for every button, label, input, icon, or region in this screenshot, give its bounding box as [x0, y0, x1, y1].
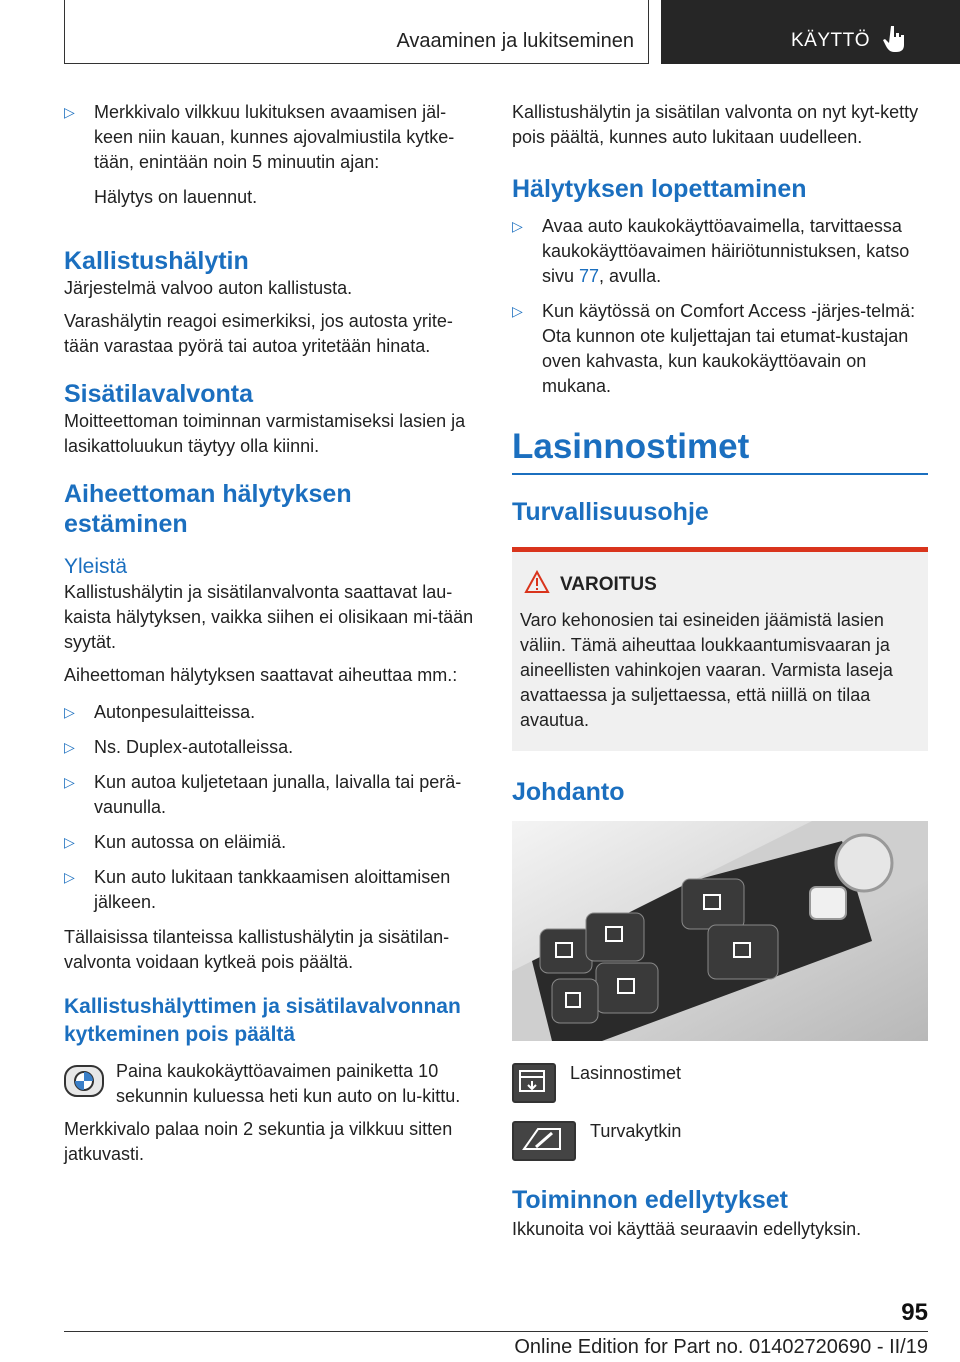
paragraph: Aiheettoman hälytyksen saattavat aiheuttaa mm.:: [64, 665, 458, 685]
window-lifter-icon: [512, 1063, 556, 1103]
header-section: [64, 0, 649, 64]
list-item: ▷ Kun käytössä on Comfort Access -järjes-telmä: Ota kunnon ote kuljettajan tai etumat-kustajan oven kahvasta, kun kaukokäyttöavain on mukana.: [512, 301, 916, 396]
left-column: [64, 100, 476, 1175]
alarm-note: Hälytys on lauennut.: [94, 187, 258, 207]
right-column: [512, 100, 928, 1250]
hand-pointer-icon: [883, 24, 907, 54]
warning-box: [512, 547, 928, 751]
heading-lopettaminen: Hälytyksen lopettaminen: [512, 175, 807, 203]
window-switch-image: [512, 821, 928, 1041]
list-item: ▷ Kun autossa on eläimiä.: [64, 830, 476, 855]
heading-yleista: Yleistä: [64, 555, 128, 578]
heading-kallistushalytin: Kallistushälytin: [64, 247, 249, 275]
paragraph: Tällaisissa tilanteissa kallistushälytin ja sisätilan-valvonta voidaan kytkeä pois päältä.: [64, 927, 450, 972]
warning-title: VAROITUS: [560, 574, 657, 595]
footer-edition: Online Edition for Part no. 01402720690 - II/19: [514, 1336, 928, 1358]
paragraph: Merkkivalo palaa noin 2 sekuntia ja vilkkuu sitten jatkuvasti.: [64, 1119, 453, 1164]
footer-divider: [64, 1331, 928, 1332]
icon2-label: Turvakytkin: [590, 1121, 682, 1141]
window-switch-photo: [512, 821, 928, 1041]
list-item: ▷ Kun autoa kuljetetaan junalla, laivalla tai perä-vaunulla.: [64, 772, 462, 817]
triangle-bullet-icon: ▷: [64, 104, 75, 120]
heading-kytkeminen: Kallistushälyttimen ja sisätilavalvonnan kytkeminen pois päältä: [64, 995, 461, 1046]
triangle-bullet-icon: ▷: [64, 704, 75, 720]
triangle-bullet-icon: ▷: [512, 303, 523, 319]
header-chapter: [661, 0, 960, 64]
triangle-bullet-icon: ▷: [512, 218, 523, 234]
list-item: ▷ Autonpesulaitteissa.: [64, 700, 476, 725]
triangle-bullet-icon: ▷: [64, 739, 75, 755]
heading-lasinnostimet: Lasinnostimet: [512, 425, 928, 475]
list-item: ▷ Ns. Duplex-autotalleissa.: [64, 735, 476, 760]
heading-aiheeton: Aiheettoman hälytyksen estäminen: [64, 480, 352, 538]
page-number: 95: [901, 1299, 928, 1326]
paragraph: Kallistushälytin ja sisätilan valvonta on nyt kyt-ketty pois päältä, kunnes auto lukitaan uudelleen.: [512, 102, 919, 147]
triangle-bullet-icon: ▷: [64, 834, 75, 850]
paragraph: Moitteettoman toiminnan varmistamiseksi lasien ja lasikattoluukun täytyy olla kiinni.: [64, 411, 466, 456]
bmw-key-icon: [64, 1065, 104, 1097]
paragraph: Kallistushälytin ja sisätilanvalvonta saattavat lau-kaista hälytyksen, vaikka siihen ei olisikaan mi-tään syytät.: [64, 582, 474, 652]
safety-switch-icon: [512, 1121, 576, 1161]
warning-header: [520, 574, 920, 596]
causes-list: [64, 700, 476, 915]
page-link[interactable]: 77: [579, 266, 600, 286]
warning-text: Varo kehonosien tai esineiden jäämistä lasien väliin. Tämä aiheuttaa loukkaantumisvaaran ja aineellisten vahinkojen vaaran. Varmista laseja avattaessa ja suljettaessa, että niillä on tilaa avautua.: [520, 610, 893, 730]
list-item: ▷ Avaa auto kaukokäyttöavaimella, tarvittaessa kaukokäyttöavaimen häiriötunnistuksen, katso sivu 77, avulla.: [512, 216, 910, 286]
heading-turvallisuusohje: Turvallisuusohje: [512, 498, 709, 526]
warning-triangle-icon: [524, 570, 550, 594]
header-chapter-title: KÄYTTÖ: [791, 30, 871, 51]
key-instruction: Paina kaukokäyttöavaimen painiketta 10 sekunnin kuluessa heti kun auto on lu-kittu.: [64, 1059, 476, 1109]
header-section-title: Avaaminen ja lukitseminen: [396, 30, 634, 52]
legend-row: [512, 1121, 928, 1161]
heading-sisatilavalvonta: Sisätilavalvonta: [64, 380, 253, 408]
list-item: ▷ Merkkivalo vilkkuu lukituksen avaamisen jäl-keen niin kauan, kunnes ajovalmiustila kytke-tään, enintään noin 5 minuutin ajan:: [64, 102, 455, 172]
paragraph: Ikkunoita voi käyttää seuraavin edellytyksin.: [512, 1219, 862, 1239]
heading-johdanto: Johdanto: [512, 778, 625, 806]
legend-row: [512, 1063, 928, 1103]
list-item: ▷ Kun auto lukitaan tankkaamisen aloittamisen jälkeen.: [64, 867, 451, 912]
paragraph: Järjestelmä valvoo auton kallistusta.: [64, 278, 353, 298]
icon1-label: Lasinnostimet: [570, 1063, 682, 1083]
stop-alarm-list: [512, 214, 928, 399]
triangle-bullet-icon: ▷: [64, 869, 75, 885]
paragraph: Varashälytin reagoi esimerkiksi, jos autosta yrite-tään varastaa pyörä tai autoa yritetään hinata.: [64, 311, 453, 356]
triangle-bullet-icon: ▷: [64, 774, 75, 790]
heading-edellytykset: Toiminnon edellytykset: [512, 1186, 788, 1214]
